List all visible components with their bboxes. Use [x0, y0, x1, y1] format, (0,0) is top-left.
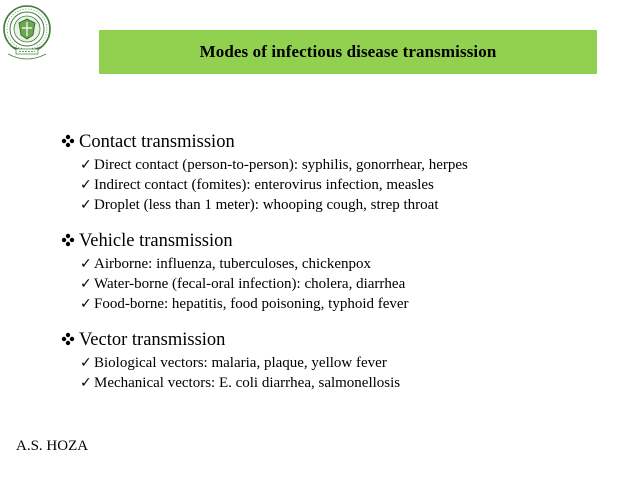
check-icon: ✓	[80, 256, 92, 272]
section-heading	[61, 130, 621, 154]
check-icon: ✓	[80, 157, 92, 173]
list-item-text: Food-borne: hepatitis, food poisoning, typhoid fever	[94, 296, 409, 312]
list-item	[80, 155, 621, 175]
list-item	[80, 274, 621, 294]
list-item	[80, 373, 621, 393]
section-heading	[61, 229, 621, 253]
check-icon: ✓	[80, 197, 92, 213]
item-list	[80, 353, 621, 393]
slide-title: Modes of infectious disease transmission	[199, 42, 497, 61]
item-list	[80, 155, 621, 215]
section-vector	[61, 328, 621, 393]
section-heading	[61, 328, 621, 352]
list-item-text: Indirect contact (fomites): enterovirus infection, measles	[94, 177, 434, 193]
list-item	[80, 294, 621, 314]
diamond-bullet-icon	[61, 134, 75, 148]
check-icon: ✓	[80, 276, 92, 292]
diamond-bullet-icon	[61, 233, 75, 247]
check-icon: ✓	[80, 375, 92, 391]
diamond-bullet-icon	[61, 332, 75, 346]
bullet-content	[61, 130, 621, 393]
check-icon: ✓	[80, 177, 92, 193]
title-banner	[99, 30, 597, 74]
check-icon: ✓	[80, 355, 92, 371]
list-item	[80, 254, 621, 274]
section-heading-text: Vehicle transmission	[79, 231, 233, 251]
seal-graphic	[2, 2, 52, 64]
section-heading-text: Vector transmission	[79, 330, 226, 350]
list-item-text: Droplet (less than 1 meter): whooping cough, strep throat	[94, 197, 439, 213]
section-heading-text: Contact transmission	[79, 132, 235, 152]
section-contact	[61, 130, 621, 215]
item-list	[80, 254, 621, 314]
list-item	[80, 195, 621, 215]
list-item-text: Airborne: influenza, tuberculoses, chickenpox	[94, 256, 371, 272]
list-item-text: Direct contact (person-to-person): syphilis, gonorrhear, herpes	[94, 157, 468, 173]
list-item	[80, 353, 621, 373]
list-item-text: Water-borne (fecal-oral infection): cholera, diarrhea	[94, 276, 406, 292]
list-item-text: Mechanical vectors: E. coli diarrhea, salmonellosis	[94, 375, 401, 391]
section-vehicle	[61, 229, 621, 314]
footer-author: A.S. HOZA	[16, 438, 89, 454]
check-icon: ✓	[80, 296, 92, 312]
university-seal-icon	[2, 2, 52, 64]
list-item	[80, 175, 621, 195]
list-item-text: Biological vectors: malaria, plaque, yellow fever	[94, 355, 387, 371]
